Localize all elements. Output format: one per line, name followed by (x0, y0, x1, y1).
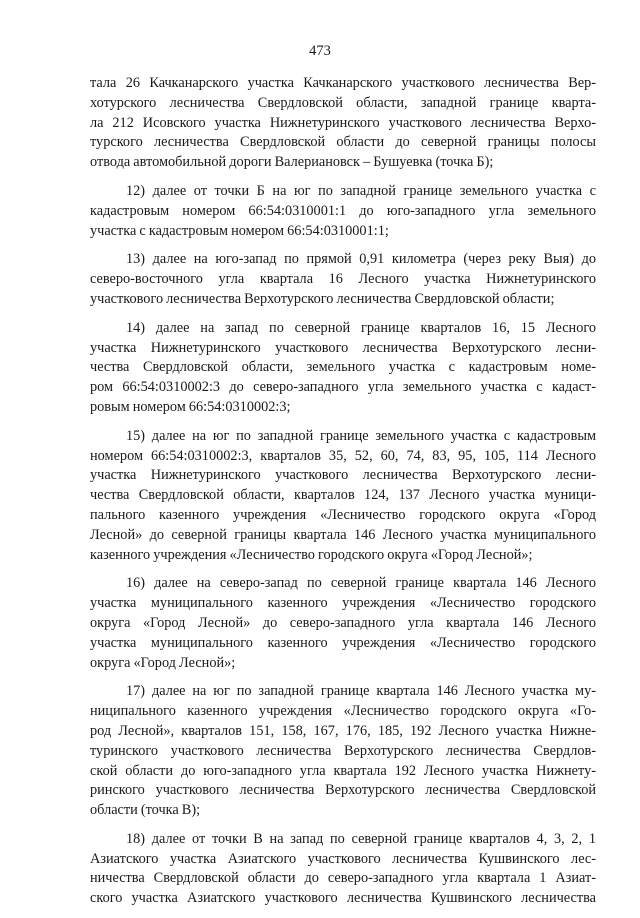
text-line: Азиатского участка Азиатского участкового лесничества Кушвинского лес- (90, 850, 596, 867)
paragraph (90, 319, 596, 418)
paragraph (90, 574, 596, 673)
text-line: хотурского лесничества Свердловской области, западной границе кварта- (90, 94, 596, 111)
text-line: ла 212 Исовского участка Нижнетуринского участкового лесничества Верхо- (90, 114, 596, 131)
text-line: 13) далее на юго-запад по прямой 0,91 километра (через реку Выя) до (126, 251, 596, 268)
text-line: участка муниципального казенного учреждения «Лесничество городского (90, 634, 596, 651)
text-line: номером 66:54:0310002:3, кварталов 35, 52, 60, 74, 83, 95, 105, 114 Лесного (90, 447, 596, 464)
text-line: ничества Свердловской области до северо-западного угла квартала 1 Азиат- (90, 870, 596, 887)
text-line: отвода автомобильной дороги Валериановск – Бушуевка (точка Б); (90, 154, 494, 171)
paragraph (90, 682, 596, 821)
text-line: туринского участкового лесничества Верхотурского лесничества Свердлов- (90, 742, 596, 759)
text-line: участка муниципального казенного учреждения «Лесничество городского (90, 595, 596, 612)
text-line: округа «Город Лесной» до северо-западного угла квартала 146 Лесного (90, 614, 596, 631)
text-line: участкового лесничества Верхотурского лесничества Свердловской области; (90, 290, 555, 307)
text-line: кадастровым номером 66:54:0310001:1 до юго-западного угла земельного (90, 202, 596, 219)
text-line: 17) далее на юг по западной границе квартала 146 Лесного участка му- (126, 683, 596, 700)
text-line: ниципального казенного учреждения «Лесничество городского округа «Го- (90, 703, 596, 720)
document-body (90, 74, 596, 918)
text-line: округа «Город Лесной»; (90, 654, 236, 671)
text-line: ровым номером 66:54:0310002:3; (90, 398, 291, 415)
paragraph (90, 74, 596, 173)
text-line: участка Нижнетуринского участкового лесничества Верхотурского лесни- (90, 339, 596, 356)
text-line: казенного учреждения «Лесничество городского округа «Город Лесной»; (90, 546, 533, 563)
text-line: ринского участкового лесничества Верхотурского лесничества Свердловской (90, 782, 596, 799)
text-line: участка Нижнетуринского участкового лесничества Верхотурского лесни- (90, 467, 596, 484)
text-line: 12) далее от точки Б на юг по западной границе земельного участка с (126, 182, 596, 199)
text-line: ского участка Азиатского участкового лесничества Кушвинского лесничества (90, 890, 596, 907)
text-line: 15) далее на юг по западной границе земельного участка с кадастровым (126, 427, 596, 444)
text-line: чества Свердловской области, земельного участка с кадастровым номе- (90, 359, 596, 376)
paragraph (90, 182, 596, 241)
text-line: ской области до юго-западного угла квартала 192 Лесного участка Нижнету- (90, 762, 596, 779)
text-line: 18) далее от точки В на запад по северной границе кварталов 4, 3, 2, 1 (126, 830, 596, 847)
text-line: чества Свердловской области, кварталов 124, 137 Лесного участка муници- (90, 487, 596, 504)
text-line: тала 26 Качканарского участка Качканарского участкового лесничества Вер- (90, 75, 596, 91)
text-line: 16) далее на северо-запад по северной границе квартала 146 Лесного (126, 575, 596, 592)
paragraph (90, 830, 596, 909)
text-line: северо-восточного угла квартала 16 Лесного участка Нижнетуринского (90, 271, 596, 288)
text-line: участка с кадастровым номером 66:54:0310001:1; (90, 222, 389, 239)
text-line: 14) далее на запад по северной границе кварталов 16, 15 Лесного (126, 319, 596, 336)
text-line: турского лесничества Свердловской области до северной границы полосы (90, 134, 596, 151)
paragraph (90, 427, 596, 566)
page-number: 473 (309, 43, 331, 59)
text-line: области (точка В); (90, 802, 201, 819)
text-line: род Лесной», кварталов 151, 158, 167, 176, 185, 192 Лесного участка Нижне- (90, 722, 596, 739)
text-line: ром 66:54:0310002:3 до северо-западного угла земельного участка с кадаст- (90, 379, 596, 396)
text-line: пального казенного учреждения «Лесничество городского округа «Город (90, 506, 596, 523)
text-line: Лесной» до северной границы квартала 146 Лесного участка муниципального (90, 526, 596, 543)
paragraph (90, 250, 596, 309)
